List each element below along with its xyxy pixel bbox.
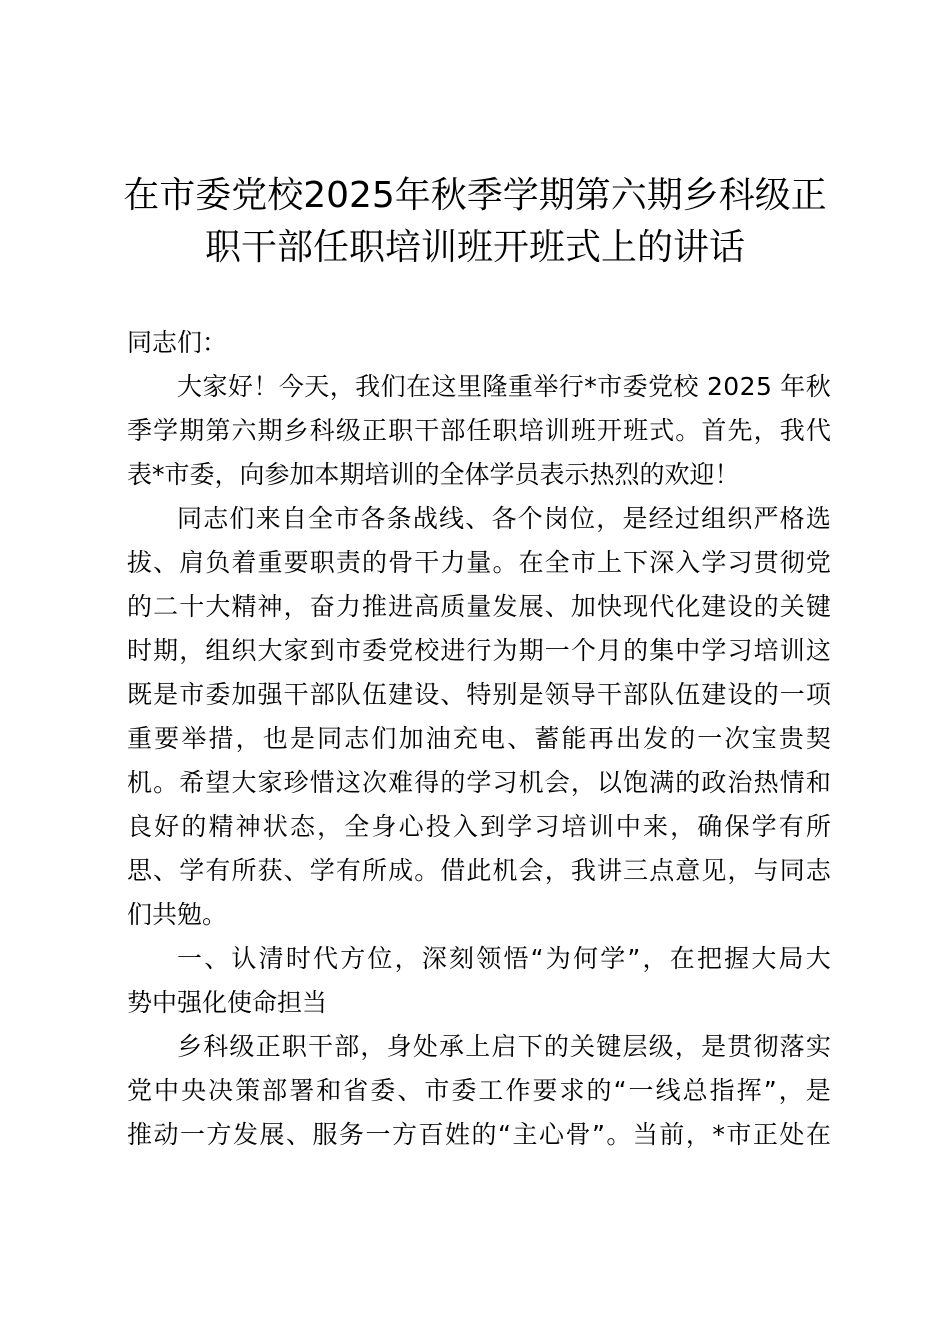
body-line: 拔 、 肩 负 着 重 要 职 责 的 骨 干 力 量 。 在 全 市 上 下 深 入 学 习 贯 彻 党 [127, 548, 831, 577]
body-line: 时 期 ， 组 织 大 家 到 市 委 党 校 进 行 为 期 一 个 月 的 集 中 学 习 培 训 这 [127, 636, 831, 665]
body-line: 机 。 希 望 大 家 珍 惜 这 次 难 得 的 学 习 机 会 ， 以 饱 满 的 政 治 热 情 和 [127, 768, 831, 797]
body-line: 良 好 的 精 神 状 态 ， 全 身 心 投 入 到 学 习 培 训 中 来 ， 确 保 学 有 所 [127, 812, 831, 841]
body-line: 的 二 十 大 精 神 ， 奋 力 推 进 高 质 量 发 展 、 加 快 现 代 化 建 设 的 关 键 [127, 592, 831, 621]
body-line: 思 、 学 有 所 获 、 学 有 所 成 。 借 此 机 会 ， 我 讲 三 点 意 见 ， 与 同 志 [127, 856, 831, 885]
body-line: 同 志 们 来 自 全 市 各 条 战 线 、 各 个 岗 位 ， 是 经 过 组 织 严 格 选 [177, 504, 831, 533]
document-title-line-2: 职干部任职培训班开班式上的讲话 [204, 227, 745, 268]
body-line: 季 学 期 第 六 期 乡 科 级 正 职 干 部 任 职 培 训 班 开 班 式 。 首 先 ， 我 代 [127, 416, 831, 445]
section-heading-line: 一 、 认 清 时 代 方 位 ， 深 刻 领 悟 “ 为 何 学 ” ， 在 把 握 大 局 大 [177, 944, 831, 973]
body-line: 大 家 好 ！ 今 天 ， 我 们 在 这 里 隆 重 举 行 * 市 委 党 校 2 0 2 5 年 秋 [177, 372, 831, 401]
body-line: 既 是 市 委 加 强 干 部 队 伍 建 设 、 特 别 是 领 导 干 部 队 伍 建 设 的 一 项 [127, 680, 831, 709]
document-title-line-1: 在市委党校2025年秋季学期第六期乡科级正 [123, 175, 827, 216]
body-line: 党 中 央 决 策 部 署 和 省 委 、 市 委 工 作 要 求 的 “ 一 线 总 指 挥 ” ， 是 [127, 1076, 831, 1105]
body-line: 重 要 举 措 ， 也 是 同 志 们 加 油 充 电 、 蓄 能 再 出 发 的 一 次 宝 贵 契 [127, 724, 831, 753]
body-line: 乡 科 级 正 职 干 部 ， 身 处 承 上 启 下 的 关 键 层 级 ， 是 贯 彻 落 实 [177, 1032, 831, 1061]
salutation-line: 同志们： [127, 328, 228, 357]
body-line: 们共勉。 [127, 900, 228, 929]
section-heading-line: 势中强化使命担当 [127, 988, 328, 1017]
body-line: 推 动 一 方 发 展 、 服 务 一 方 百 姓 的 “ 主 心 骨 ” 。 当 前 ， * 市 正 处 在 [127, 1120, 831, 1149]
body-line: 表*市委，向参加本期培训的全体学员表示热烈的欢迎！ [127, 460, 740, 489]
